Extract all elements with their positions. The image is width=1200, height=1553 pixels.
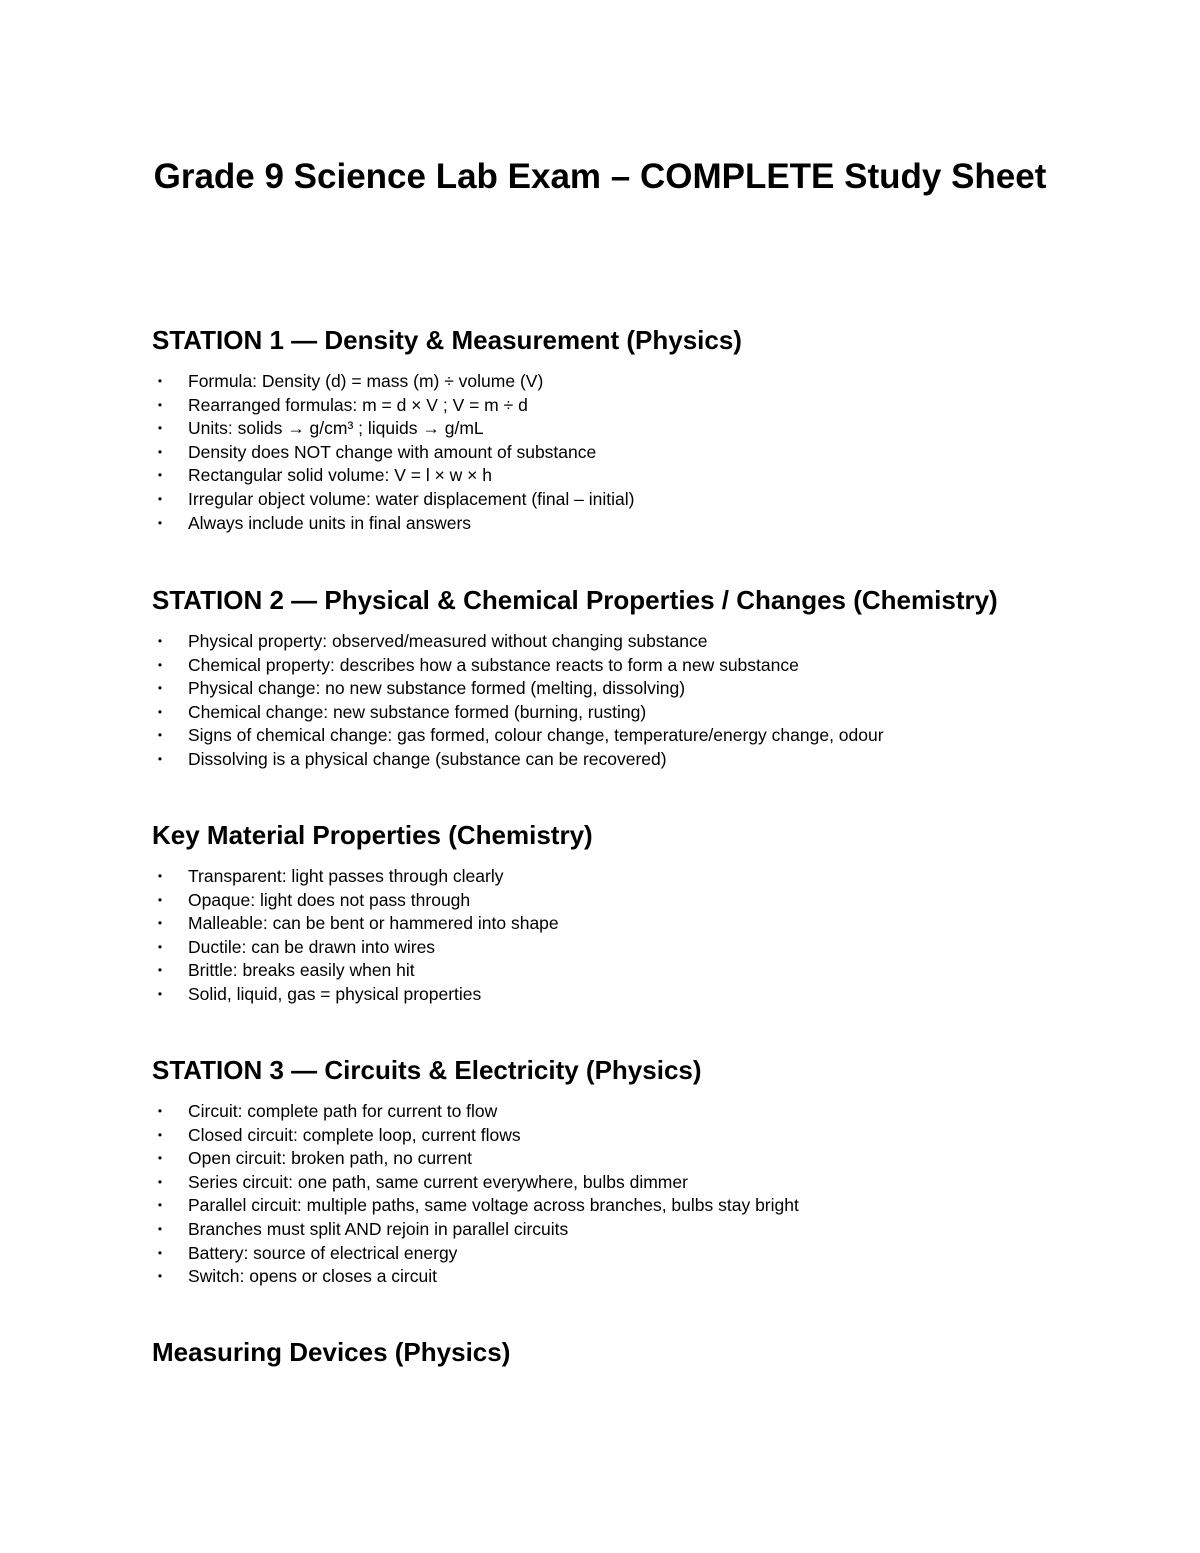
list-item-text: Parallel circuit: multiple paths, same voltage across branches, bulbs stay bright xyxy=(188,1195,799,1216)
list-item xyxy=(152,464,1092,488)
section-heading: STATION 3 — Circuits & Electricity (Physics) xyxy=(152,1055,702,1085)
bullet-icon: • xyxy=(157,728,163,743)
bullet-list xyxy=(152,865,1092,1007)
document-title: Grade 9 Science Lab Exam – COMPLETE Study Sheet xyxy=(153,157,1047,196)
list-item-text: Irregular object volume: water displacement (final – initial) xyxy=(188,488,635,509)
list-item xyxy=(152,370,1092,394)
list-item xyxy=(152,724,1092,748)
list-item-text: Chemical change: new substance formed (burning, rusting) xyxy=(188,701,647,722)
list-item-text: Brittle: breaks easily when hit xyxy=(188,960,415,981)
list-item-text: Open circuit: broken path, no current xyxy=(188,1148,473,1169)
list-item-text: Always include units in final answers xyxy=(188,512,472,533)
list-item xyxy=(152,1171,1092,1195)
list-item-text: Battery: source of electrical energy xyxy=(188,1242,458,1263)
list-item xyxy=(152,1124,1092,1148)
bullet-icon: • xyxy=(157,1269,163,1284)
list-item xyxy=(152,512,1092,536)
list-item xyxy=(152,748,1092,772)
bullet-icon: • xyxy=(157,1198,163,1213)
list-item-text: Physical property: observed/measured without changing substance xyxy=(188,631,708,651)
list-item-text: Ductile: can be drawn into wires xyxy=(188,936,436,957)
list-item xyxy=(152,630,1092,654)
bullet-icon: • xyxy=(157,421,163,436)
bullet-icon: • xyxy=(157,397,163,412)
bullet-icon: • xyxy=(157,1245,163,1260)
list-item xyxy=(152,912,1092,936)
list-item-text: Signs of chemical change: gas formed, colour change, temperature/energy change, odour xyxy=(188,725,884,746)
list-item-text: Rearranged formulas: m = d × V ; V = m ÷ d xyxy=(188,394,528,415)
bullet-icon: • xyxy=(157,515,163,530)
list-item xyxy=(152,1265,1092,1289)
list-item-text: Circuit: complete path for current to flow xyxy=(188,1101,498,1121)
list-item xyxy=(152,677,1092,701)
bullet-icon: • xyxy=(157,1127,163,1142)
list-item xyxy=(152,1242,1092,1266)
list-item xyxy=(152,701,1092,725)
list-item xyxy=(152,1194,1092,1218)
section-station-3 xyxy=(152,1053,1092,1289)
section-heading: STATION 1 — Density & Measurement (Physics) xyxy=(152,325,742,355)
bullet-icon: • xyxy=(157,1221,163,1236)
list-item xyxy=(152,1147,1092,1171)
section-key-material-properties xyxy=(152,818,1092,1007)
bullet-list xyxy=(152,1100,1092,1289)
list-item-text: Opaque: light does not pass through xyxy=(188,889,471,910)
list-item xyxy=(152,417,1092,441)
section-station-2 xyxy=(152,583,1092,772)
bullet-icon: • xyxy=(157,751,163,766)
section-heading: Measuring Devices (Physics) xyxy=(152,1337,511,1367)
bullet-icon: • xyxy=(157,634,163,648)
bullet-icon: • xyxy=(157,869,163,883)
list-item-text: Transparent: light passes through clearly xyxy=(188,866,504,886)
list-item xyxy=(152,654,1092,678)
section-heading: STATION 2 — Physical & Chemical Properties / Changes (Chemistry) xyxy=(152,585,998,615)
list-item-text: Units: solids → g/cm³ ; liquids → g/mL xyxy=(188,418,484,439)
list-item-text: Physical change: no new substance formed (melting, dissolving) xyxy=(188,678,686,699)
bullet-icon: • xyxy=(157,374,163,388)
bullet-list xyxy=(152,370,1092,535)
list-item-text: Solid, liquid, gas = physical properties xyxy=(188,983,482,1004)
bullet-icon: • xyxy=(157,681,163,696)
bullet-icon: • xyxy=(157,916,163,931)
list-item-text: Chemical property: describes how a substance reacts to form a new substance xyxy=(188,654,799,675)
list-item-text: Branches must split AND rejoin in parallel circuits xyxy=(188,1218,569,1239)
bullet-list xyxy=(152,630,1092,772)
bullet-icon: • xyxy=(157,491,163,506)
bullet-icon: • xyxy=(157,1151,163,1166)
list-item xyxy=(152,959,1092,983)
bullet-icon: • xyxy=(157,444,163,459)
section-measuring-devices xyxy=(152,1335,1092,1382)
bullet-icon: • xyxy=(157,986,163,1001)
list-item xyxy=(152,1218,1092,1242)
list-item xyxy=(152,936,1092,960)
bullet-icon: • xyxy=(157,1174,163,1189)
bullet-icon: • xyxy=(157,704,163,719)
list-item-text: Malleable: can be bent or hammered into shape xyxy=(188,913,559,934)
list-item-text: Series circuit: one path, same current everywhere, bulbs dimmer xyxy=(188,1171,688,1192)
list-item xyxy=(152,394,1092,418)
list-item-text: Dissolving is a physical change (substance can be recovered) xyxy=(188,748,667,769)
list-item xyxy=(152,983,1092,1007)
list-item-text: Closed circuit: complete loop, current flows xyxy=(188,1124,521,1145)
bullet-icon: • xyxy=(157,468,163,483)
section-heading: Key Material Properties (Chemistry) xyxy=(152,820,593,850)
bullet-icon: • xyxy=(157,657,163,672)
list-item xyxy=(152,488,1092,512)
list-item-text: Rectangular solid volume: V = l × w × h xyxy=(188,465,492,486)
list-item-text: Switch: opens or closes a circuit xyxy=(188,1266,437,1287)
list-item xyxy=(152,889,1092,913)
section-station-1 xyxy=(152,323,1092,535)
list-item xyxy=(152,441,1092,465)
list-item xyxy=(152,1100,1092,1124)
bullet-icon: • xyxy=(157,892,163,907)
bullet-icon: • xyxy=(157,939,163,954)
bullet-icon: • xyxy=(157,1104,163,1118)
bullet-icon: • xyxy=(157,963,163,978)
list-item-text: Formula: Density (d) = mass (m) ÷ volume (V) xyxy=(188,371,544,391)
list-item-text: Density does NOT change with amount of substance xyxy=(188,441,597,462)
list-item xyxy=(152,865,1092,889)
